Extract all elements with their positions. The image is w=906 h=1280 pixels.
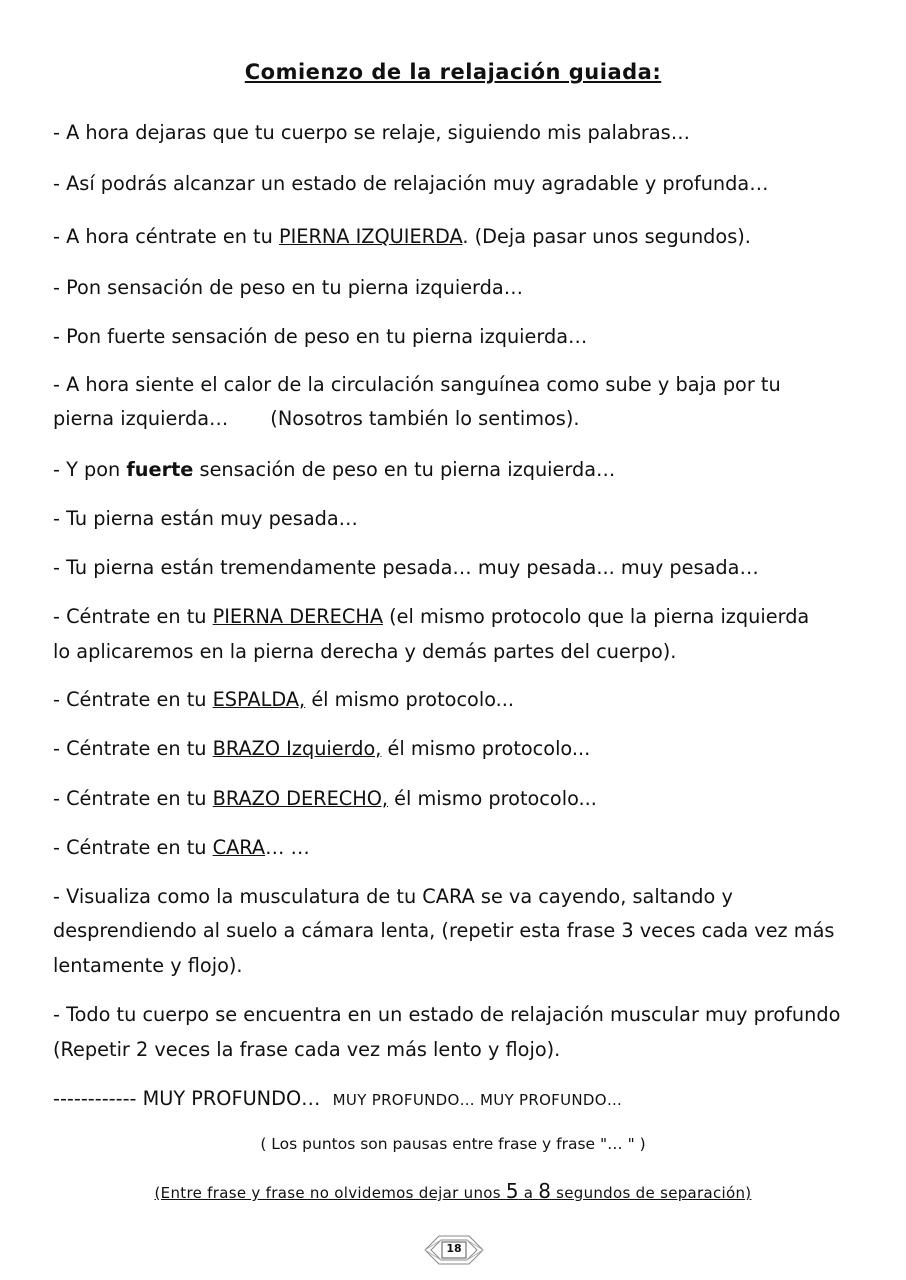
page-number-badge (423, 1234, 485, 1266)
line-text: (el mismo protocolo que la pierna izquierda (383, 605, 810, 628)
text-line (53, 831, 853, 865)
line-text: (Repetir 2 veces la frase cada vez más lento y flojo). (53, 1038, 561, 1061)
text-line (53, 1033, 853, 1067)
title-text: Comienzo de la relajación guiada: (244, 60, 662, 84)
text-line (53, 949, 853, 983)
line-text: - Céntrate en tu (53, 787, 213, 810)
line-text: - A hora dejaras que tu cuerpo se relaje, siguiendo mis palabras… (53, 121, 690, 144)
text-line (53, 914, 853, 948)
line-text: - Céntrate en tu (53, 836, 213, 859)
text-line (53, 271, 853, 305)
line-text: pierna izquierda… (53, 407, 229, 430)
separation-note (0, 1179, 906, 1203)
line-text: - Pon fuerte sensación de peso en tu pierna izquierda… (53, 325, 588, 348)
line-text: - Pon sensación de peso en tu pierna izquierda… (53, 276, 523, 299)
line-text: - A hora siente el calor de la circulación sanguínea como sube y baja por tu (53, 373, 781, 396)
line-text: - Tu pierna están tremendamente pesada… muy pesada... muy pesada… (53, 556, 759, 579)
pause-note (0, 1135, 906, 1153)
small-caps-text: MUY PROFUNDO… MUY PROFUNDO… (332, 1091, 623, 1109)
line-text: … … (265, 836, 310, 859)
note-text: ( Los puntos son pausas entre frase y frase "… " ) (260, 1135, 646, 1153)
line-text: - Céntrate en tu (53, 688, 213, 711)
text-line (53, 453, 853, 487)
note-number: 8 (538, 1179, 552, 1203)
underlined-body-part: PIERNA IZQUIERDA (278, 225, 463, 248)
line-text: - A hora céntrate en tu (53, 225, 279, 248)
separation-note-underlined (154, 1179, 752, 1203)
line-text: lentamente y flojo). (53, 954, 243, 977)
line-text: lo aplicaremos en la pierna derecha y demás partes del cuerpo). (53, 640, 677, 663)
line-text: . (Deja pasar unos segundos). (462, 225, 751, 248)
note-number: 5 (505, 1179, 519, 1203)
text-line (53, 600, 853, 634)
line-text: (Nosotros también lo sentimos). (270, 407, 580, 430)
text-line (53, 402, 853, 436)
line-text: - Y pon (53, 458, 127, 481)
note-text: (Entre frase y frase no olvidemos dejar unos (154, 1184, 506, 1202)
line-text: - Céntrate en tu (53, 737, 213, 760)
line-text: - Todo tu cuerpo se encuentra en un estado de relajación muscular muy profundo (53, 1003, 841, 1026)
line-text: ------------ MUY PROFUNDO… (53, 1087, 321, 1110)
bold-word: fuerte (126, 458, 194, 481)
note-text: segundos de separación) (551, 1184, 752, 1202)
text-line (53, 782, 853, 816)
underlined-body-part: BRAZO DERECHO, (212, 787, 389, 810)
text-line (53, 220, 853, 254)
line-text: sensación de peso en tu pierna izquierda… (193, 458, 616, 481)
line-text: - Tu pierna están muy pesada… (53, 507, 358, 530)
text-line (53, 551, 853, 585)
page-number: 18 (446, 1242, 462, 1255)
underlined-body-part: PIERNA DERECHA (212, 605, 384, 628)
text-line (53, 116, 853, 150)
text-line (53, 502, 853, 536)
text-line (53, 683, 853, 717)
line-text: - Céntrate en tu (53, 605, 213, 628)
underlined-body-part: BRAZO Izquierdo, (212, 737, 382, 760)
text-line (53, 732, 853, 766)
text-line (53, 880, 853, 914)
text-line (53, 368, 853, 402)
text-line (53, 635, 853, 669)
note-text: a (518, 1184, 539, 1202)
underlined-body-part: CARA (212, 836, 266, 859)
underlined-body-part: ESPALDA, (212, 688, 306, 711)
text-line (53, 1082, 853, 1117)
line-text: él mismo protocolo... (305, 688, 515, 711)
text-line (53, 167, 853, 201)
line-text: él mismo protocolo... (388, 787, 597, 810)
line-text: - Visualiza como la musculatura de tu CARA se va cayendo, saltando y (53, 885, 733, 908)
line-text: - Así podrás alcanzar un estado de relajación muy agradable y profunda… (53, 172, 769, 195)
line-text: él mismo protocolo... (381, 737, 591, 760)
text-line (53, 320, 853, 354)
line-text: desprendiendo al suelo a cámara lenta, (repetir esta frase 3 veces cada vez más (53, 919, 835, 942)
page-title (0, 60, 906, 84)
text-line (53, 998, 853, 1032)
